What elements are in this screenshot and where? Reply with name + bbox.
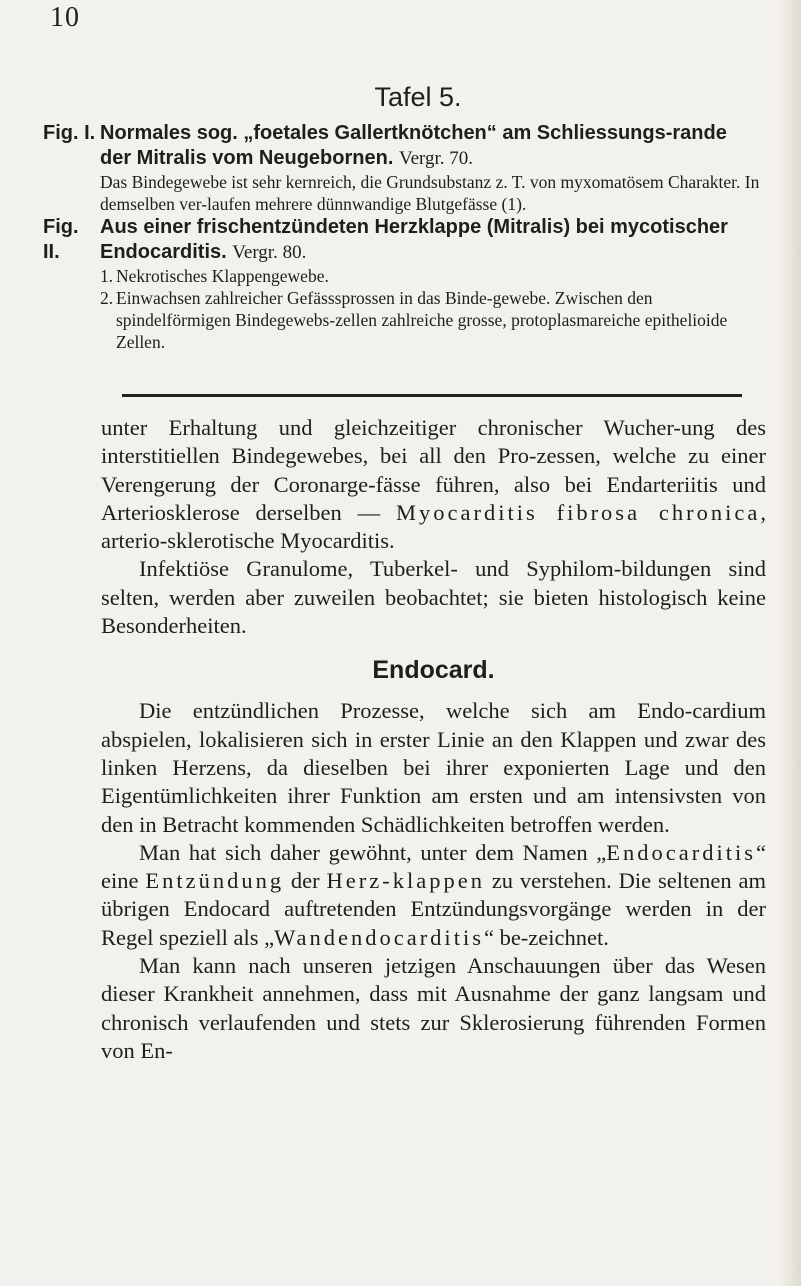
plate-caption [43,82,763,353]
paragraph-2: Infektiöse Granulome, Tuberkel- und Syphilom-bildungen sind selten, werden aber zuweilen beobachtet; sie bieten histologisch keine Besonderheiten. [101,556,766,639]
figure-label: Fig. I. [43,122,96,144]
figure-heading-text: Aus einer frischentzündeten Herzklappe (Mitralis) bei mycotischer Endocarditis. [100,216,728,263]
figure-description: Das Bindegewebe ist sehr kernreich, die Grundsubstanz z. T. von myxomatösem Charakter. In demselben ver-laufen mehrere dünnwandige Blutgefässe (1). [100,172,760,214]
paragraph-3: Die entzündlichen Prozesse, welche sich am Endo-cardium abspielen, lokalisieren sich in erster Linie an den Klappen und zwar des linken Herzens, da dieselben bei ihrer exponierten Lage und den Eigentümlichkeiten ihrer Funktion am ersten und am intensivsten von den in Betracht kommenden Schädlichkeiten betroffen werden. [101,698,766,837]
list-item [100,287,763,353]
spaced-term: Endocarditis [606,839,756,865]
text-run: “ be-zeichnet. [483,924,609,950]
figure-1 [43,121,763,215]
figure-2 [43,215,763,353]
text-run: “ eine [101,839,766,894]
text-run: Man hat sich daher gewöhnt, unter dem Namen „ [139,839,607,865]
spaced-term: Herz-klappen [326,868,485,894]
section-heading: Endocard. [372,656,495,685]
spaced-term: Entzündung [145,868,285,894]
caption-divider [122,394,742,397]
paragraph-1 [101,414,766,555]
figure-heading-text: Normales sog. „foetales Gallertknötchen“ am Schliessungs-rande der Mitralis vom Neugebornen. [100,122,727,169]
text-run: der [284,868,327,894]
text-run: zu verstehen. Die seltenen am übrigen Endocard auftretenden Entzündungsvorgänge werden in der Regel speziell als „ [101,868,767,950]
paragraph-5: Man kann nach unseren jetzigen Anschauungen über das Wesen dieser Krankheit annehmen, dass mit Ausnahme der ganz langsam und chronisch verlaufenden und stets zur Sklerosierung führenden Formen von En- [101,953,766,1063]
figure-heading [100,121,763,171]
magnification: Vergr. 70. [398,148,474,169]
page-edge-shadow [779,0,801,1286]
figure-heading [100,215,763,265]
spaced-term: Myocarditis fibrosa chronica [395,499,761,525]
figure-body [100,215,763,353]
list-item-number: 1. [100,266,114,286]
figure-legend-list [100,265,763,353]
list-item-number: 2. [100,288,114,308]
list-item-text: Nekrotisches Klappengewebe. [116,266,329,286]
paragraph-4 [101,839,766,952]
plate-title: Tafel 5. [374,82,462,112]
figure-label: Fig. II. [43,216,79,263]
figure-body [100,121,763,215]
list-item [100,265,763,287]
text-run: , arterio-sklerotische Myocarditis. [101,499,766,554]
list-item-text: Einwachsen zahlreicher Gefässsprossen in das Binde-gewebe. Zwischen den spindelförmigen Bindegewebs-zellen zahlreiche grosse, protoplasmareiche epithelioide Zellen. [116,288,728,352]
magnification: Vergr. 80. [232,242,307,263]
spaced-term: Wandendocarditis [274,924,484,950]
text-run: unter Erhaltung und gleichzeitiger chronischer Wucher-ung des interstitiellen Bindegewebes, bei all den Pro-zessen, welche zu einer Verengerung der Coronarge-fässe führen, also bei Endarteriitis und Arteriosklerose derselben — [101,415,766,525]
main-text [101,414,766,1065]
page-number: 10 [50,2,80,33]
